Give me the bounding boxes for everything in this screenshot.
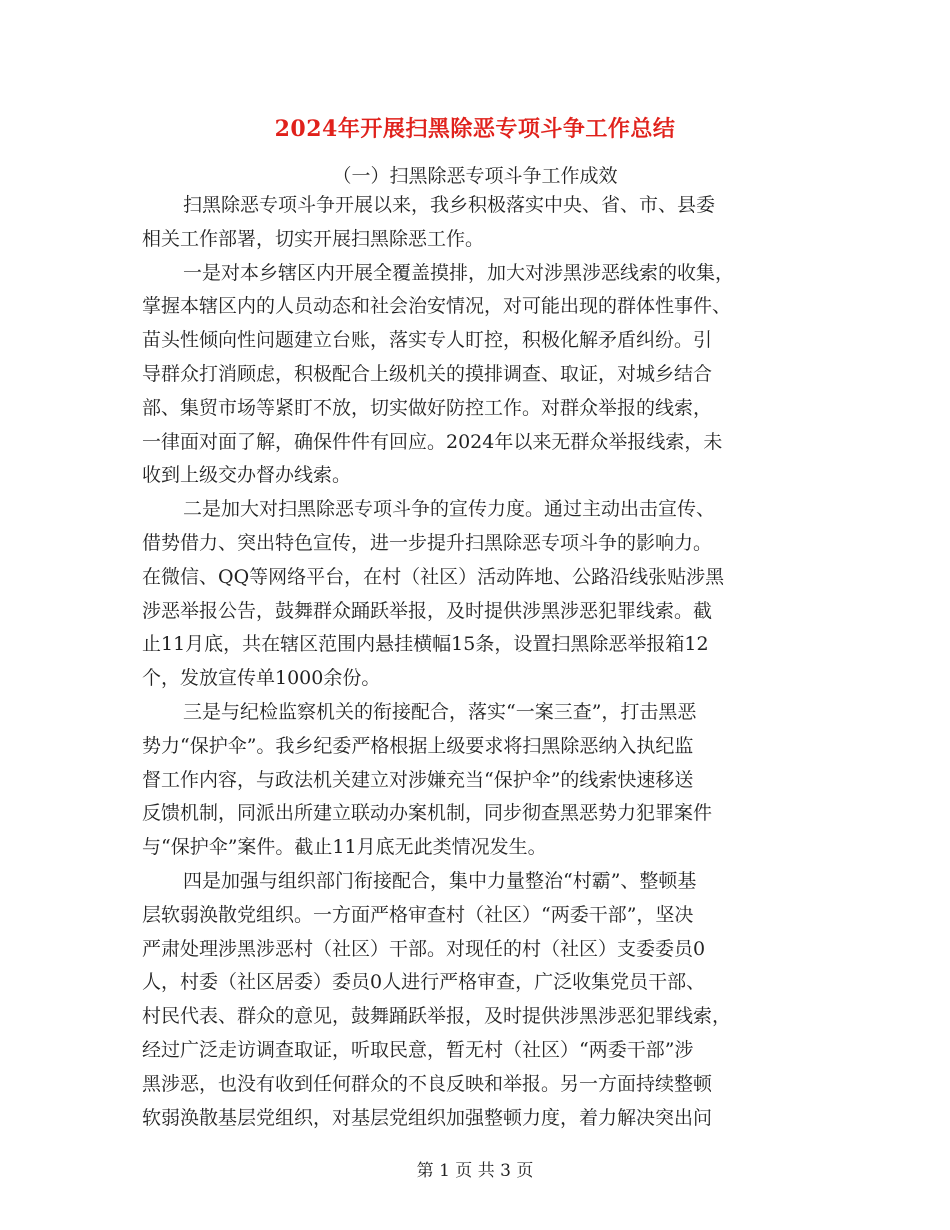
text-line: 个，发放宣传单1000余份。: [142, 667, 381, 690]
text-line: 止11月底，共在辖区范围内悬挂横幅15条，设置扫黑除恶举报箱12: [142, 633, 709, 656]
paragraph-point-3: [142, 696, 802, 865]
text-line: 掌握本辖区内的人员动态和社会治安情况，对可能出现的群体性事件、: [142, 295, 732, 318]
text-line: 与“保护伞”案件。截止11月底无此类情况发生。: [142, 836, 547, 859]
text-line: 黑涉恶，也没有收到任何群众的不良反映和举报。另一方面持续整顿: [142, 1072, 713, 1095]
section-heading: （一）扫黑除恶专项斗争工作成效: [332, 165, 618, 187]
text-line: 三是与纪检监察机关的衔接配合，落实“一案三查”，打击黑恶: [183, 700, 697, 723]
paragraph-intro: [142, 189, 802, 257]
document-body: [142, 189, 802, 1135]
paragraph-point-2: [142, 493, 802, 696]
text-line: 借势借力、突出特色宣传，进一步提升扫黑除恶专项斗争的影响力。: [142, 531, 713, 554]
text-line: 一是对本乡辖区内开展全覆盖摸排，加大对涉黑涉恶线索的收集，: [183, 261, 735, 284]
document-title: 2024年开展扫黑除恶专项斗争工作总结: [274, 116, 676, 142]
text-line: 二是加大对扫黑除恶专项斗争的宣传力度。通过主动出击宣传、: [183, 498, 716, 521]
page-number-footer: 第 1 页 共 3 页: [416, 1161, 534, 1181]
text-line: 部、集贸市场等紧盯不放，切实做好防控工作。对群众举报的线索，: [142, 396, 713, 419]
text-line: 涉恶举报公告，鼓舞群众踊跃举报，及时提供涉黑涉恶犯罪线索。截: [142, 599, 713, 622]
text-line: 严肃处理涉黑涉恶村（社区）干部。对现任的村（社区）支委委员0: [142, 937, 706, 960]
text-line: 一律面对面了解，确保件件有回应。2024年以来无群众举报线索，未: [142, 430, 723, 453]
text-line: 督工作内容，与政法机关建立对涉嫌充当“保护伞”的线索快速移送: [142, 768, 694, 791]
text-line: 人，村委（社区居委）委员0人进行严格审查，广泛收集党员干部、: [142, 971, 706, 994]
text-line: 势力“保护伞”。我乡纪委严格根据上级要求将扫黑除恶纳入执纪监: [142, 734, 694, 757]
text-line: 相关工作部署，切实开展扫黑除恶工作。: [142, 227, 485, 250]
text-line: 导群众打消顾虑，积极配合上级机关的摸排调查、取证，对城乡结合: [142, 362, 713, 385]
text-line: 在微信、QQ等网络平台，在村（社区）活动阵地、公路沿线张贴涉黑: [142, 565, 725, 588]
text-line: 反馈机制，同派出所建立联动办案机制，同步彻查黑恶势力犯罪案件: [142, 802, 713, 825]
text-line: 村民代表、群众的意见，鼓舞踊跃举报，及时提供涉黑涉恶犯罪线索，: [142, 1005, 732, 1028]
paragraph-point-1: [142, 257, 802, 494]
text-line: 四是加强与组织部门衔接配合，集中力量整治“村霸”、整顿基: [183, 869, 697, 892]
text-line: 扫黑除恶专项斗争开展以来，我乡积极落实中央、省、市、县委: [183, 194, 716, 216]
text-line: 苗头性倾向性问题建立台账，落实专人盯控，积极化解矛盾纠纷。引: [142, 329, 713, 352]
text-line: 收到上级交办督办线索。: [142, 464, 352, 487]
paragraph-point-4: [142, 865, 802, 1135]
text-line: 层软弱涣散党组织。一方面严格审查村（社区）“两委干部”，坚决: [142, 903, 694, 926]
text-line: 软弱涣散基层党组织，对基层党组织加强整顿力度，着力解决突出问: [142, 1106, 713, 1129]
text-line: 经过广泛走访调查取证，听取民意，暂无村（社区）“两委干部”涉: [142, 1038, 694, 1061]
